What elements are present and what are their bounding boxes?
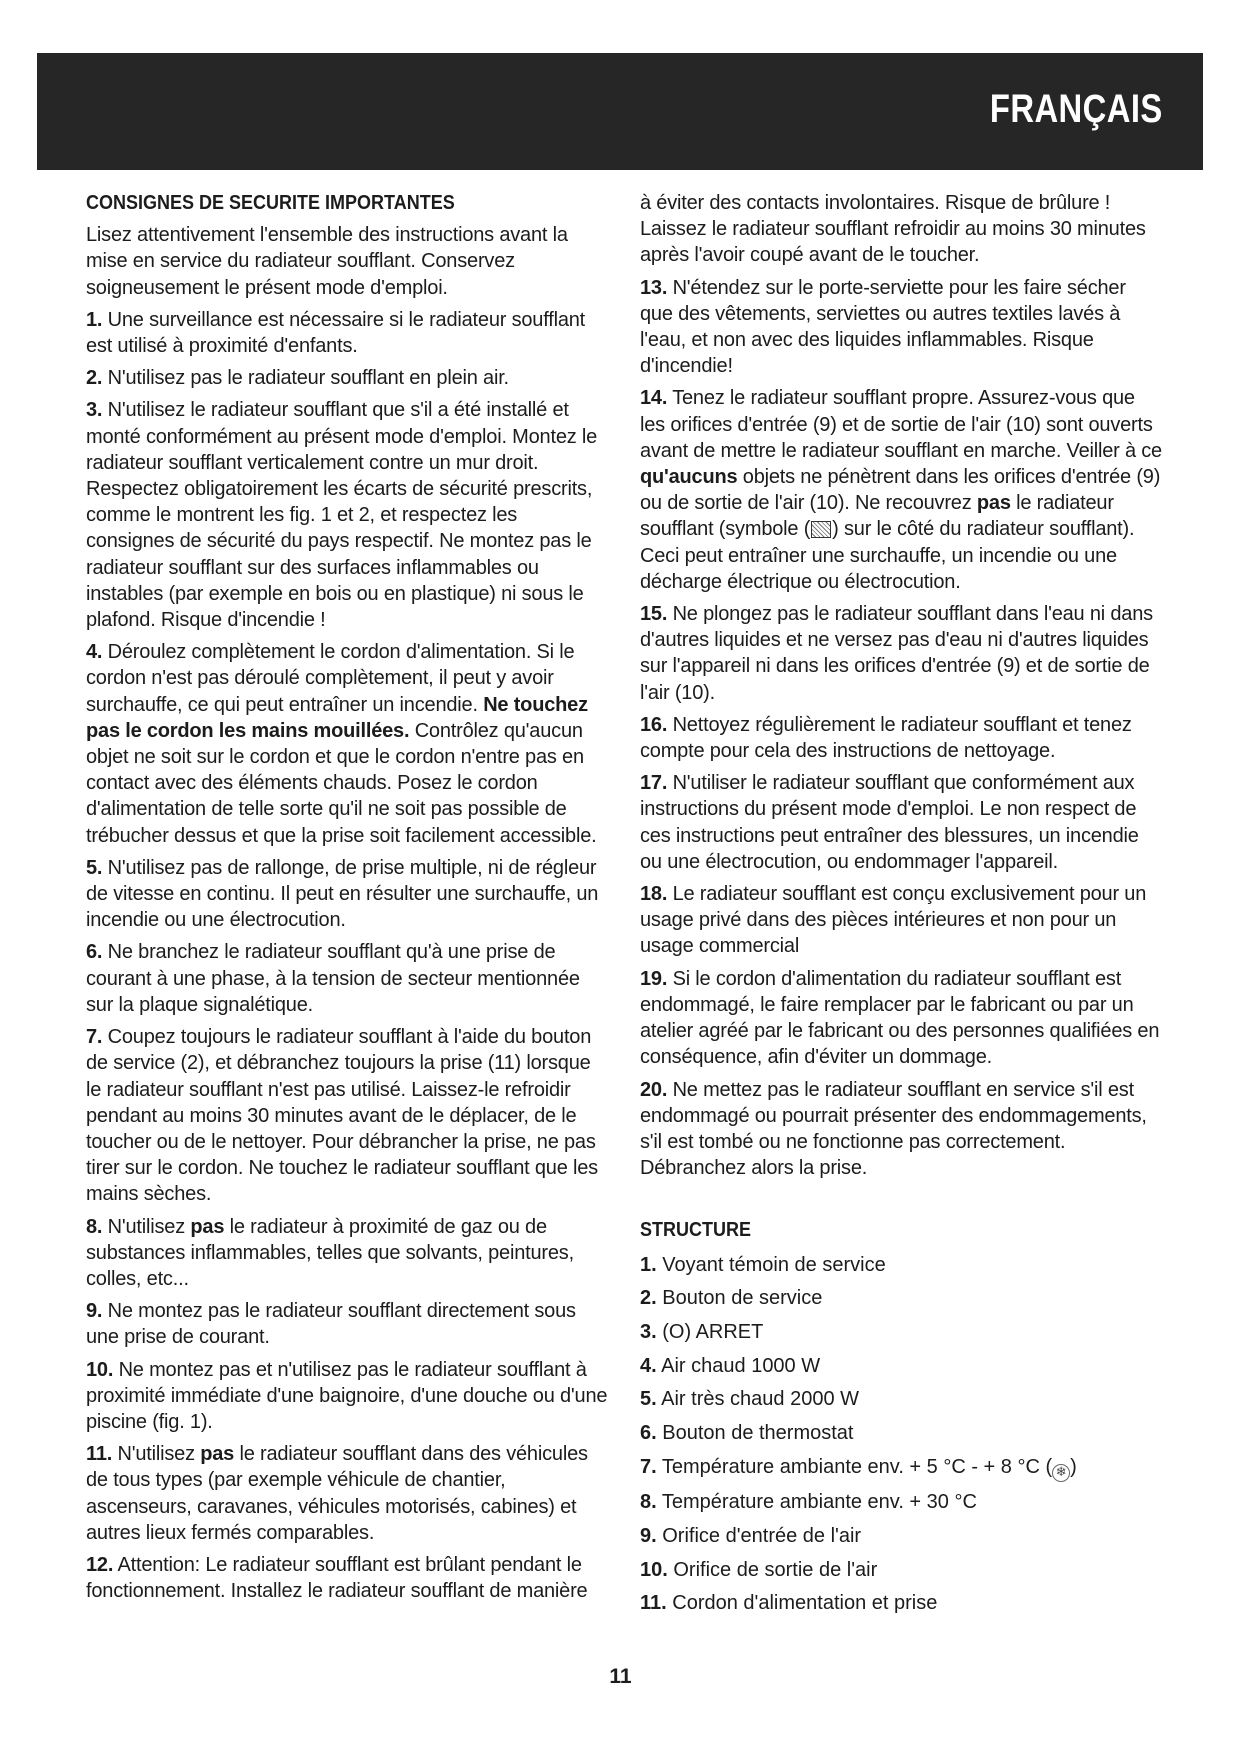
- item-text: N'étendez sur le porte-serviette pour les faire sécher que des vêtements, serviettes ou autres textiles lavés à l'eau, et non avec des liquides inflammables. Risque d'incendie!: [640, 276, 1126, 378]
- item-text: Température ambiante env. + 30 °C: [661, 1491, 977, 1514]
- item-text: (O) ARRET: [662, 1320, 764, 1343]
- item-number: 15.: [640, 603, 668, 626]
- item-text: Voyant témoin de service: [662, 1253, 886, 1276]
- item-text-cont: le radiateur soufflant dans des véhicules de tous types (par exemple véhicule de chantier, ascenseurs, caravanes, véhicules motorisés, cabines) et autres lieux fermés comparables.: [86, 1443, 588, 1544]
- structure-title: STRUCTURE: [640, 1219, 752, 1242]
- item-number: 16.: [640, 713, 668, 736]
- structure-item-1: [640, 1252, 1162, 1278]
- safety-item-4: [86, 639, 608, 849]
- language-title: FRANÇAIS: [990, 87, 1163, 131]
- item-number: 3.: [86, 399, 103, 422]
- safety-item-10: [86, 1357, 608, 1436]
- item-warning: Ne touchez pas le cordon les mains mouillées.: [86, 693, 588, 742]
- safety-item-15: [640, 601, 1162, 706]
- structure-item-3: [640, 1319, 1162, 1345]
- item-text: Tenez le radiateur soufflant propre. Assurez-vous que les orifices d'entrée (9) et de sortie de l'air (10) sont ouverts avant de mettre le radiateur soufflant en marche. Veiller à ce: [640, 387, 1162, 462]
- item-emphasis: qu'aucuns: [640, 466, 738, 489]
- item-number: 10.: [86, 1358, 114, 1381]
- item-number: 5.: [86, 856, 103, 879]
- item-emphasis: pas: [200, 1443, 235, 1466]
- item-number: 11.: [86, 1443, 113, 1466]
- safety-item-12: [86, 1552, 608, 1604]
- safety-title: CONSIGNES DE SECURITE IMPORTANTES: [86, 192, 455, 214]
- structure-item-5: [640, 1386, 1162, 1412]
- item-text-end: ): [1070, 1455, 1077, 1478]
- item-text: Air très chaud 2000 W: [661, 1388, 860, 1411]
- left-column: [86, 190, 608, 1610]
- item-text: N'utilisez: [107, 1215, 186, 1238]
- item-text-cont-2: le radiateur soufflant (symbole (: [640, 492, 1114, 541]
- snowflake-icon: ❄: [1052, 1464, 1070, 1482]
- item-number: 11.: [640, 1592, 667, 1615]
- item-text: Attention: Le radiateur soufflant est brûlant pendant le fonctionnement. Installez le radiateur soufflant de manière: [86, 1553, 588, 1603]
- safety-item-11: [86, 1441, 608, 1546]
- item-number: 6.: [86, 941, 103, 964]
- item-text: Orifice d'entrée de l'air: [662, 1524, 862, 1547]
- item-number: 18.: [640, 883, 668, 906]
- item-number: 2.: [640, 1287, 657, 1310]
- item-text: Déroulez complètement le cordon d'alimentation. Si le cordon n'est pas déroulé complètement, il peut y avoir surchauffe, ce qui peut entraîner un incendie.: [86, 641, 575, 716]
- safety-item-3: [86, 397, 608, 633]
- item-emphasis: pas: [190, 1215, 225, 1238]
- item-text: Bouton de thermostat: [662, 1422, 854, 1445]
- item-text-cont: Contrôlez qu'aucun objet ne soit sur le cordon et que le cordon n'entre pas en contact avec des éléments chauds. Posez le cordon d'alimentation de telle sorte qu'il ne soit pas possible de trébucher dessus et que la prise soit facilement accessible.: [86, 719, 597, 847]
- item-number: 20.: [640, 1078, 668, 1101]
- item-text: Air chaud 1000 W: [661, 1354, 821, 1377]
- item-number: 4.: [86, 641, 103, 664]
- item-text: Bouton de service: [662, 1287, 823, 1310]
- safety-item-16: [640, 712, 1162, 764]
- item-text: Ne montez pas et n'utilisez pas le radiateur soufflant à proximité immédiate d'une baignoire, d'une douche ou d'une piscine (fig. 1).: [86, 1358, 608, 1433]
- item-number: 1.: [640, 1253, 657, 1276]
- item-text: N'utilisez le radiateur soufflant que s'il a été installé et monté conformément au présent mode d'emploi. Montez le radiateur soufflant verticalement contre un mur droit. Respectez obligatoirement les écarts de sécurité prescrits, comme le montrent les fig. 1 et 2, et respectez les consignes de sécurité du pays respectif. Ne montez pas le radiateur soufflant sur des surfaces inflammables ou instables (par exemple en bois ou en plastique) ni sous le plafond. Risque d'incendie !: [86, 399, 598, 632]
- item-text: Température ambiante env. + 5 °C - + 8 °C (: [661, 1455, 1053, 1478]
- page-number: 11: [609, 1665, 632, 1688]
- item-text: Ne mettez pas le radiateur soufflant en service s'il est endommagé ou pourrait présenter des endommagements, s'il est tombé ou ne fonctionne pas correctement. Débranchez alors la prise.: [640, 1078, 1147, 1180]
- item-number: 5.: [640, 1388, 657, 1411]
- item-text-cont-3: ) sur le côté du radiateur soufflant). Ceci peut entraîner une surchauffe, un incendie ou une décharge électrique ou électrocution.: [640, 518, 1135, 593]
- safety-item-8: [86, 1214, 608, 1293]
- item-text: Cordon d'alimentation et prise: [672, 1592, 938, 1615]
- safety-item-9: [86, 1298, 608, 1350]
- section-spacer: [640, 1187, 1162, 1213]
- item-text: Coupez toujours le radiateur soufflant à l'aide du bouton de service (2), et débranchez toujours la prise (11) lorsque le radiateur soufflant n'est pas utilisé. Laissez-le refroidir pendant au moins 30 minutes avant de le déplacer, de le toucher ou de le nettoyer. Pour débrancher la prise, ne pas tirer sur le cordon. Ne touchez le radiateur soufflant que les mains sèches.: [86, 1026, 598, 1206]
- safety-item-17: [640, 770, 1162, 875]
- item-text: N'utilisez: [117, 1443, 195, 1466]
- structure-item-6: [640, 1420, 1162, 1446]
- safety-item-13: [640, 275, 1162, 380]
- safety-item-1: [86, 307, 608, 359]
- item-number: 6.: [640, 1422, 657, 1445]
- item-text: Une surveillance est nécessaire si le radiateur soufflant est utilisé à proximité d'enfants.: [86, 308, 586, 358]
- structure-item-11: [640, 1590, 1162, 1616]
- structure-item-4: [640, 1353, 1162, 1379]
- item-number: 9.: [86, 1300, 103, 1323]
- structure-item-10: [640, 1557, 1162, 1583]
- structure-item-7: [640, 1454, 1162, 1482]
- item-text: Orifice de sortie de l'air: [673, 1558, 878, 1581]
- safety-item-7: [86, 1024, 608, 1207]
- safety-item-2: [86, 365, 608, 391]
- safety-item-14: [640, 385, 1162, 595]
- item-text-cont: le radiateur à proximité de gaz ou de substances inflammables, telles que solvants, peintures, colles, etc...: [86, 1215, 574, 1290]
- safety-item-20: [640, 1077, 1162, 1182]
- language-header: [37, 53, 1203, 170]
- item-number: 19.: [640, 967, 668, 990]
- item-text: Nettoyez régulièrement le radiateur soufflant et tenez compte pour cela des instructions de nettoyage.: [640, 713, 1132, 763]
- safety-item-18: [640, 881, 1162, 960]
- item-text: Ne montez pas le radiateur soufflant directement sous une prise de courant.: [86, 1300, 576, 1349]
- right-column: [640, 190, 1162, 1624]
- item-text: Ne branchez le radiateur soufflant qu'à une prise de courant à une phase, à la tension de secteur mentionnée sur la plaque signalétique.: [86, 941, 580, 1016]
- safety-intro: Lisez attentivement l'ensemble des instructions avant la mise en service du radiateur soufflant. Conservez soigneusement le présent mode d'emploi.: [86, 224, 568, 299]
- item-number: 3.: [640, 1320, 657, 1343]
- item-number: 13.: [640, 276, 668, 299]
- item-number: 8.: [86, 1215, 103, 1238]
- item-text: N'utilisez pas le radiateur soufflant en plein air.: [107, 367, 509, 390]
- item-number: 1.: [86, 308, 103, 331]
- item-number: 8.: [640, 1491, 657, 1514]
- item-text: Ne plongez pas le radiateur soufflant dans l'eau ni dans d'autres liquides et ne versez pas d'eau ni d'autres liquides sur l'appareil ni dans les orifices d'entrée (9) et de sortie de l'air (10).: [640, 603, 1153, 704]
- safety-item-12-continued: à éviter des contacts involontaires. Risque de brûlure ! Laissez le radiateur soufflant refroidir au moins 30 minutes après l'avoir coupé avant de le toucher.: [640, 192, 1146, 267]
- item-text: N'utilisez pas de rallonge, de prise multiple, ni de régleur de vitesse en continu. Il peut en résulter une surchauffe, un incendie ou une électrocution.: [86, 856, 599, 932]
- item-number: 12.: [86, 1553, 114, 1576]
- safety-item-6: [86, 939, 608, 1018]
- do-not-cover-icon: [811, 521, 831, 538]
- item-text: Le radiateur soufflant est conçu exclusivement pour un usage privé dans des pièces intérieures et non pour un usage commercial: [640, 883, 1147, 958]
- item-number: 14.: [640, 387, 668, 410]
- item-number: 2.: [86, 367, 103, 390]
- safety-item-19: [640, 966, 1162, 1071]
- item-text: N'utiliser le radiateur soufflant que conformément aux instructions du présent mode d'emploi. Le non respect de ces instructions peut entraîner des blessures, un incendie ou une électrocution, ou endommager l'appareil.: [640, 772, 1139, 873]
- item-number: 9.: [640, 1524, 657, 1547]
- item-number: 17.: [640, 772, 668, 795]
- item-emphasis-2: pas: [976, 492, 1011, 515]
- structure-item-9: [640, 1523, 1162, 1549]
- safety-item-5: [86, 855, 608, 934]
- item-number: 7.: [640, 1455, 657, 1478]
- item-text: Si le cordon d'alimentation du radiateur soufflant est endommagé, le faire remplacer par le fabricant ou par un atelier agréé par le fabricant ou des personnes qualifiées en conséquence, afin d'éviter un dommage.: [640, 967, 1160, 1069]
- item-number: 10.: [640, 1558, 668, 1581]
- item-number: 7.: [86, 1026, 103, 1049]
- structure-item-2: [640, 1285, 1162, 1311]
- item-text-cont: objets ne pénètrent dans les orifices d'entrée (9) ou de sortie de l'air (10). Ne recouvrez: [640, 466, 1161, 515]
- structure-item-8: [640, 1489, 1162, 1515]
- item-number: 4.: [640, 1354, 657, 1377]
